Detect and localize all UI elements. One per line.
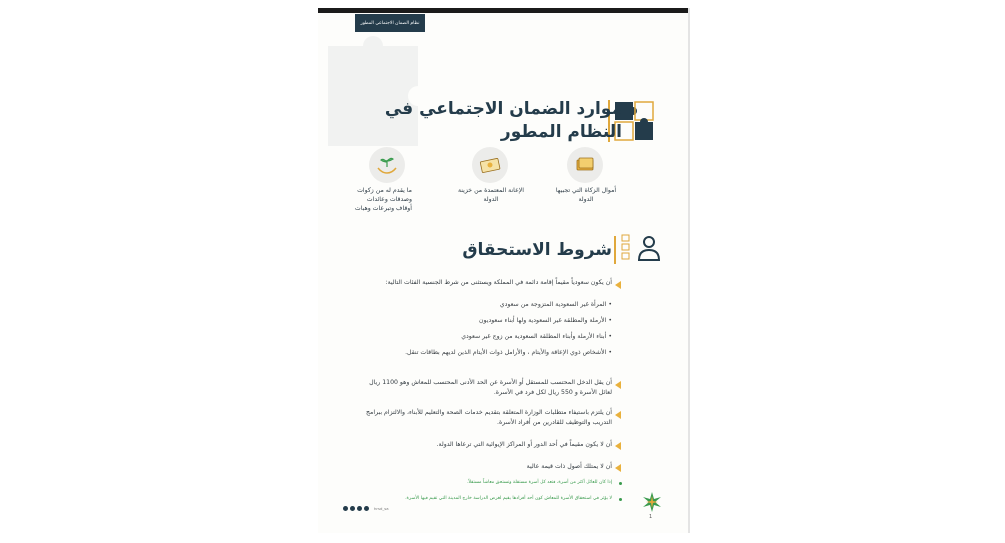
condition-2: أن يقل الدخل المحتسب للمستقل أو الأسرة عن الحد الأدنى المحتسب للمعاش وهو 1100 ريال لعائل الأسرة و 550 ريال لكل فرد في الأسرة. [369,379,612,396]
coins-stack-icon [574,156,596,174]
bullet-icon [615,442,621,450]
exception-2: • الأرملة والمطلقة غير السعودية ولها أبناء سعوديون [479,317,612,324]
top-border [318,8,690,13]
social-icon[interactable] [350,506,355,511]
resource-icon-1 [567,147,603,183]
social-icon[interactable] [364,506,369,511]
exception-4-text: الأشخاص ذوي الإعاقة والأيتام ، والأرامل ذوات الأيتام الذين لديهم بطاقات تنقل. [405,349,607,356]
money-bill-icon [479,156,501,174]
bullet-icon [615,381,621,389]
social-icon[interactable] [343,506,348,511]
checklist-user-icon [621,232,663,264]
condition-4: أن لا يكون مقيماً في أحد الدور أو المراكز الإيوائية التي ترعاها الدولة. [436,441,612,448]
header-tag: نظام الضمان الاجتماعي المطور [355,14,425,32]
page-number: 1 [649,514,653,520]
bullet-icon [615,411,621,419]
resource-icon-3 [369,147,405,183]
conditions-accent-bar [614,236,616,264]
exception-4: • الأشخاص ذوي الإعاقة والأيتام ، والأرامل ذوات الأيتام الذين لديهم بطاقات تنقل. [405,349,612,356]
condition-3: أن يلتزم باستيفاء متطلبات الوزارة المتعلقة بتقديم خدمات الصحة والتعليم للأبناء، والالتزام ببرامج التدريب والتوظيف للقادرين من أفراد الأسرة. [366,409,612,426]
right-edge [688,8,690,533]
note-2: لا يؤثر في استحقاق الأسرة للمعاش كون أحد أفرادها يقيم لغرض الدراسة خارج المدينة التي تقيم فيها الأسرة. [405,496,612,501]
exception-1-text: المرأة غير السعودية المتزوجة من سعودي [499,301,607,308]
social-links [343,506,389,511]
ministry-logo [639,490,665,514]
condition-1: أن يكون سعودياً مقيماً إقامة دائمة في المملكة ويستثنى من شرط الجنسية الفئات التالية: [385,279,612,286]
exception-3: • أبناء الأرملة وأبناء المطلقة السعودية من زوج غير سعودي [461,333,612,340]
social-handle: hrsd_sa [374,506,389,511]
condition-5: أن لا يمتلك أصول ذات قيمة عالية [526,463,612,470]
exception-2-text: الأرملة والمطلقة غير السعودية ولها أبناء سعوديون [479,317,607,324]
page-title: موارد الضمان الاجتماعي في النظام المطور [384,99,622,142]
conditions-title: شروط الاستحقاق [462,240,612,260]
hands-plant-icon [376,155,398,175]
bullet-icon [615,281,621,289]
resource-text-3: ما يقدم له من زكوات وصدقات وعائدات أوقاف وتبرعات وهبات [354,187,412,212]
exception-1: • المرأة غير السعودية المتزوجة من سعودي [499,301,612,308]
bullet-icon [615,464,621,472]
document-page [318,8,690,533]
note-dot [619,482,622,485]
resource-icon-2 [472,147,508,183]
note-1: إذا كان للعائل أكثر من أسرة، فتعد كل أسرة مستقلة وتستحق معاشاً مستقلاً. [466,480,612,485]
social-icon[interactable] [357,506,362,511]
resource-text-1: أموال الزكاة التي تجبيها الدولة [555,187,617,203]
note-dot [619,498,622,501]
resource-text-2: الإعانة المعتمدة من خزينة الدولة [457,187,525,203]
exception-3-text: أبناء الأرملة وأبناء المطلقة السعودية من زوج غير سعودي [461,333,607,340]
